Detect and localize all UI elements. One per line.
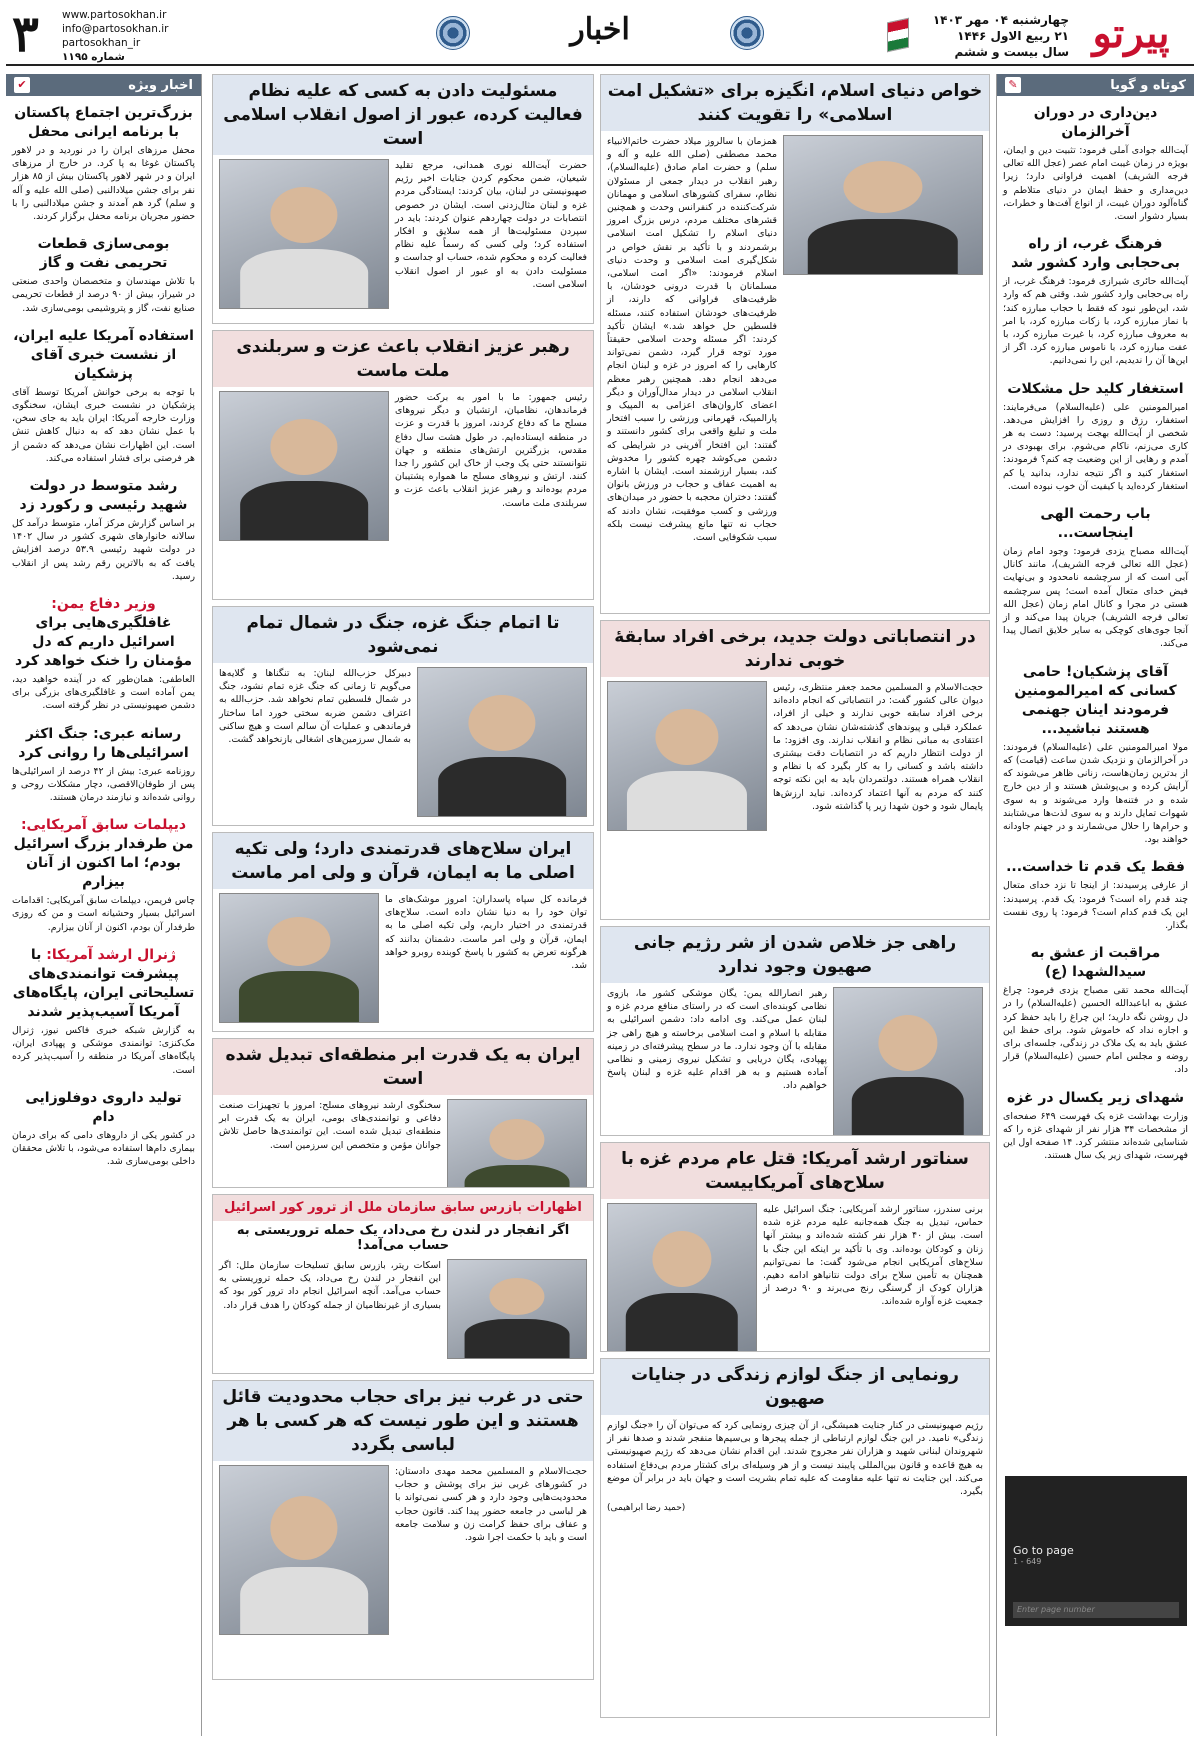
page-range: 1 - 649 bbox=[1013, 1557, 1042, 1566]
speech-icon: ✎ bbox=[1005, 77, 1021, 93]
news-item-title-text: استغفار کلید حل مشکلات bbox=[1007, 380, 1184, 397]
rosette-icon bbox=[436, 16, 470, 50]
news-item-text: آیت‌الله مصباح یزدی فرمود: وجود امام زمان (عجل الله تعالی فرجه الشریف)، مانند کانال آبی است که از سرچشمه نامحدود و بی‌نهایت فیض خدای متعال آمده است؛ پس سرچشمه هستی در مجرا و کانال امام زمان (عجل الله تعالی فرجه الشریف) جریان پیدا می‌کند و از آنجا جوی‌های کوچکی به سایر خلایق اتصال پیدا می‌کند. bbox=[1003, 546, 1188, 650]
social-handle[interactable]: partosokhan_ir bbox=[62, 37, 141, 49]
news-item bbox=[6, 1081, 201, 1173]
news-item-title bbox=[12, 946, 195, 1022]
article-text: حضرت آیت‌الله نوری همدانی، مرجع تقلید شیعیان، ضمن محکوم کردن جنایات اخیر رژیم صهیونیستی در لبنان، بیان کردند: ایستادگی مردم غزه و لبنان مثال‌زدنی است. ایشان در خصوص انتصابات در دولت چهاردهم عنوان کردند: باید در سپردن مسئولیت‌ها از همه سلایق و افکار استفاده کرد؛ ولی کسی که رسماً علیه نظام فعالیت کرده و محکوم شده، حساب او جداست و مسئولیت دادن به او عبور از اصول انقلاب اسلامی است. bbox=[395, 160, 587, 290]
news-item-text: در کشور یکی از داروهای دامی که برای درمان بیماری دام‌ها استفاده می‌شود، با تلاش محققان داخلی بومی‌سازی شد. bbox=[12, 1129, 195, 1168]
news-item-title-text: بزرگ‌ترین اجتماع پاکستان با برنامه ایرانی محفل bbox=[14, 105, 193, 140]
article-regional-power bbox=[212, 1038, 594, 1188]
page-number-input[interactable]: Enter page number bbox=[1013, 1602, 1179, 1618]
houthi-leader-photo bbox=[833, 987, 983, 1136]
news-item-title bbox=[1003, 1089, 1188, 1108]
news-item-title bbox=[12, 104, 195, 142]
news-item-title-text: بومی‌سازی قطعات تحریمی نفت و گاز bbox=[37, 236, 170, 272]
article-text: سخنگوی ارشد نیروهای مسلح: امروز با تجهیزات صنعت دفاعی و توانمندی‌های بومی، ایران به یک قدرت ابر منطقه‌ای تبدیل شده است. این توانمندی‌ها حاصل تلاش جوانان مؤمن و متخصص این سرزمین است. bbox=[219, 1100, 441, 1151]
news-item-title bbox=[1003, 380, 1188, 399]
news-item bbox=[997, 936, 1194, 1080]
news-item-title-text: فرهنگ غرب، از راه بی‌حجابی وارد کشور شد bbox=[1011, 236, 1180, 272]
article-text: برنی سندرز، سناتور ارشد آمریکایی: جنگ اسرائیل علیه حماس، تبدیل به جنگ همه‌جانبه علیه مردم غزه شده است. بیش از ۴۰ هزار نفر کشته شده‌اند و بیشتر آنها زنان و کودکان بوده‌اند. وی با تأکید بر اینکه این جنگ با سلاح‌های آمریکایی انجام می‌شود گفت: ما نمی‌توانیم همچنان به تأمین سلاح برای دولت نتانیاهو ادامه دهیم. هزاران کودک از گرسنگی رنج می‌برند و ۹۰ درصد از جمعیت غزه آواره شده‌اند. bbox=[763, 1204, 983, 1308]
judiciary-head-photo bbox=[607, 681, 767, 831]
news-item bbox=[997, 497, 1194, 655]
article-title: رهبر عزیز انقلاب باعث عزت و سربلندی ملت ماست bbox=[213, 331, 593, 387]
article-title: ایران سلاح‌های قدرتمندی دارد؛ ولی تکیه اصلی ما به ایمان، قرآن و ولی امر ماست bbox=[213, 833, 593, 889]
news-item-title bbox=[12, 595, 195, 671]
news-item-title-text: استفاده آمریکا علیه ایران، از نشست خبری آقای پزشکیان bbox=[13, 327, 194, 382]
news-item bbox=[6, 938, 201, 1081]
column-header bbox=[6, 74, 201, 96]
news-item-title-text: آقای پزشکیان! حامی کسانی که امیرالمومنین فرمودند اینان جهنمی هستند نباشید... bbox=[1014, 663, 1177, 737]
news-item-title-text: تولید داروی دوفلوزایی دام bbox=[25, 1089, 182, 1125]
news-item-title bbox=[12, 725, 195, 763]
news-item-title-text: فقط یک قدم تا خداست... bbox=[1006, 859, 1185, 876]
article-hijab bbox=[212, 1380, 594, 1680]
news-item-title-text: رشد متوسط در دولت شهید رئیسی و رکورد زد bbox=[19, 478, 188, 514]
article-text: رژیم صهیونیستی در کنار جنایت همیشگی، از آن چیزی رونمایی کرد که می‌توان آن را «جنگ لوازم زندگی» نامید. در این جنگ لوازم ارتباطی از جمله پیجرها و بی‌سیم‌ها منفجر شدند و صدها نفر از شهروندان لبنانی شهید و هزاران نفر مجروح شدند. این اقدام نشان می‌دهد که رژیم صهیونیستی به هیچ قاعده و قانون بین‌المللی پایبند نیست و از هر وسیله‌ای برای کشتار مردم بی‌دفاع استفاده می‌کند. این جنایت نه تنها علیه مقاومت که علیه تمام بشریت است و جهان باید در برابر آن موضع بگیرد. bbox=[607, 1420, 983, 1498]
news-item-text: مولا امیرالمومنین علی (علیه‌السلام) فرمودند: در آخرالزمان و نزدیک شدن ساعت (قیامت) که از بدترین زمان‌هاست، زنانی ظاهر می‌شوند که آرایش کرده و بی‌پوشش هستند و از دین خارج شده و در فتنه‌ها وارد می‌شوند و به سوی شهوات تمایل دارند و به سوی لذت‌ها می‌شتابند و حرام‌ها را حلال می‌شمارند و در جهنم جاودانه خواهند بود. bbox=[1003, 741, 1188, 846]
news-item-title-text: شهدای زیر یکسال در غزه bbox=[1006, 1089, 1185, 1106]
go-to-page-label: Go to page bbox=[1013, 1544, 1074, 1557]
article-title: حتی در غرب نیز برای حجاب محدودیت قائل هستند و این طور نیست که هر کسی با هر لباسی بگردد bbox=[213, 1381, 593, 1461]
news-item bbox=[997, 1081, 1194, 1167]
news-item-title bbox=[12, 1089, 195, 1127]
news-item-title bbox=[1003, 944, 1188, 982]
article-title: سناتور ارشد آمریکا: قتل عام مردم غزه با سلاح‌های آمریکاییست bbox=[601, 1143, 989, 1199]
news-item-title-prefix: وزیر دفاع یمن: bbox=[51, 596, 156, 613]
news-item bbox=[6, 808, 201, 938]
prosecutor-photo bbox=[219, 1465, 389, 1635]
news-item-text: چاس فریمن، دیپلمات سابق آمریکایی: اقدامات اسرائیل بسیار وحشیانه است و من که روزی طرفدار آن بودم، اکنون از آنان بیزارم. bbox=[12, 895, 195, 933]
news-item-text: از عارفی پرسیدند: از اینجا تا نزد خدای متعال چند قدم راه است؟ فرمود: یک قدم. پرسیدند: این یک قدم کدام است؟ فرمود: پا روی نفست بگذار. bbox=[1003, 880, 1188, 931]
article-text: دبیرکل حزب‌الله لبنان: به تنگناها و گلایه‌ها می‌گویم تا زمانی که جنگ غزه تمام نشود، جنگ در شمال فلسطین تمام نخواهد شد. حزب‌الله به اعتراف دشمن ضربه سختی خورد اما ساختار فرماندهی و عملیات آن سالم است و هیچ ساکنی به شمال سرزمین‌های اشغالی بازنخواهد گشت. bbox=[219, 668, 411, 746]
article-leader bbox=[600, 74, 990, 614]
article-title: اظهارات بازرس سابق سازمان ملل از ترور کور اسرائیل bbox=[213, 1195, 593, 1221]
page-header bbox=[6, 4, 1194, 66]
article-ritter bbox=[212, 1194, 594, 1374]
news-item-title-text: غافلگیری‌هایی برای اسرائیل داریم که دل مؤمنان را خنک خواهد کرد bbox=[14, 615, 193, 670]
gaza-list-widget bbox=[1005, 1476, 1187, 1626]
news-item-title-text: دین‌داری در دوران آخرالزمان bbox=[1033, 105, 1158, 140]
news-item-text: روزنامه عبری: بیش از ۴۲ درصد از اسرائیلی‌ها پس از طوفان‌الاقصی، دچار مشکلات روحی و روانی شده‌اند و نیازمند درمان هستند. bbox=[12, 765, 195, 804]
rosette-icon bbox=[730, 16, 764, 50]
article-text: حجت‌الاسلام و المسلمین محمد جعفر منتظری، رئیس دیوان عالی کشور گفت: در انتصاباتی که انجام داده‌اند برخی افراد سابقه خوبی ندارند و خیلی از افراد، عملکرد قبلی و پیوندهای گذشته‌شان نشان می‌دهد که اعتقادی به مبانی نظام و انقلاب ندارند. وی افزود: ما از دولت انتظار داریم که در انتصابات دقت بیشتری داشته باشد و کسانی را به کار بگیرد که با نظام و انقلاب همراه هستند. دولتمردان باید به این نکته توجه کنند که مردم به آنها اعتماد کرده‌اند. نباید ارزش‌ها پایمال شود و خون شهدا زیر پا گذاشته شود. bbox=[773, 682, 983, 812]
article-title: راهی جز خلاص شدن از شر رژیم جانی صهیون وجود ندارد bbox=[601, 927, 989, 983]
article-text: حجت‌الاسلام و المسلمین محمد مهدی دادستان: در کشورهای غربی نیز برای پوشش و حجاب محدودیت‌هایی وجود دارد و هر کسی نمی‌تواند با هر لباسی در جامعه حضور پیدا کند. قانون حجاب و عفاف برای حفظ کرامت زن و سلامت جامعه است و باید با حکمت اجرا شود. bbox=[395, 1466, 587, 1544]
news-item bbox=[6, 717, 201, 809]
news-item-title bbox=[12, 816, 195, 892]
news-item-text: امیرالمومنین علی (علیه‌السلام) می‌فرمایند: استغفار، رزق و روزی را افزایش می‌دهد. شخصی از آیت‌الله بهجت پرسید: دست به هر کاری می‌زنم، ناکام می‌شوم. برای بهبودی در آمدم و رهایی از این وضعیت چه کنم؟ فرمودند: استغفار کنید و اگر نتیجه ندارد، بدانید یا کم استغفار کرده‌اید یا کیفیت آن خوب نبوده است. bbox=[1003, 401, 1188, 492]
news-item bbox=[997, 227, 1194, 371]
short-news-list bbox=[997, 96, 1194, 1166]
news-item-text: به گزارش شبکه خبری فاکس نیوز، ژنرال مک‌کنزی: توانمندی موشکی و پهپادی ایران، پایگاه‌های آمریکا در منطقه را آسیب‌پذیر کرده است. bbox=[12, 1024, 195, 1076]
news-item bbox=[997, 850, 1194, 936]
email-link[interactable]: info@partosokhan.ir bbox=[62, 23, 169, 35]
news-item-title-text: با پیشرفت توانمندی‌های تسلیحاتی ایران، پایگاه‌های آمریکا آسیب‌پذیر شدند bbox=[12, 946, 195, 1020]
check-icon: ✔ bbox=[14, 77, 30, 93]
page-number: ۳ bbox=[12, 4, 39, 63]
news-item bbox=[6, 469, 201, 587]
date-solar: چهارشنبه ۰۴ مهر ۱۴۰۳ bbox=[932, 13, 1069, 27]
news-item-text: وزارت بهداشت غزه یک فهرست ۶۴۹ صفحه‌ای از مشخصات ۳۴ هزار نفر از شهدای غزه را که شناسایی شده‌اند منتشر کرد. ۱۴ صفحه اول این فهرست، شهدای زیر یک سال هستند. bbox=[1003, 1110, 1188, 1162]
news-item-title bbox=[12, 477, 195, 515]
president-photo bbox=[219, 391, 389, 541]
special-news-list bbox=[6, 96, 201, 1172]
article-appointments bbox=[600, 620, 990, 920]
main-news-column-right bbox=[600, 74, 990, 1736]
news-item bbox=[997, 655, 1194, 851]
news-item-text: آیت‌الله محمد تقی مصباح یزدی فرمود: چراغ عشق به اباعبدالله الحسین (علیه‌السلام) را در دل روشن نگه دارید؛ این چراغ را باید حفظ کرد و اجازه نداد که خاموش شود. برای حفظ این عشق باید به یک ملاک در زندگی، جلسه‌ای برای روضه و مجلس امام حسین (علیه‌السلام) قرار داد. bbox=[1003, 985, 1188, 1076]
news-item-text: العاطفی: همان‌طور که در آینده خواهید دید، یمن آماده است و غافلگیری‌های بزرگی برای دشمن صهیونیستی در نظر گرفته است. bbox=[12, 674, 195, 712]
article-text: رهبر انصارالله یمن: یگان موشکی کشور ما، بازوی نظامی کوبنده‌ای است که در راستای منافع مردم غزه و لبنان عمل می‌کند. وی ادامه داد: دشمن اسرائیلی به مقابله با اسلام و امت اسلامی برخاسته و هیچ راهی جز مقابله با آن وجود ندارد. ما در سطح پیشرفته‌ای در زمینه پهپادی، یگان دریایی و تشکیل نیروی زمینی و نظامی آماده هستیم و به هر اقدام علیه غزه و لبنان پاسخ خواهیم داد. bbox=[607, 988, 827, 1092]
article-pager-war bbox=[600, 1358, 990, 1718]
hezbollah-leader-photo bbox=[417, 667, 587, 817]
article-yemen bbox=[600, 926, 990, 1136]
news-item-title bbox=[1003, 505, 1188, 543]
special-news-column bbox=[6, 74, 202, 1736]
article-title: مسئولیت دادن به کسی که علیه نظام فعالیت کرده، عبور از اصول انقلاب اسلامی است bbox=[213, 75, 593, 155]
news-item-title bbox=[1003, 858, 1188, 877]
column-title: کوتاه و گویا bbox=[1110, 77, 1186, 93]
article-irgc bbox=[212, 832, 594, 1032]
column-title: اخبار ویژه bbox=[128, 77, 193, 93]
issue-number: شماره ۱۱۹۵ bbox=[62, 51, 125, 63]
news-item-text: بر اساس گزارش مرکز آمار، متوسط درآمد کل سالانه خانوارهای شهری کشور در سال ۱۴۰۲ در دولت شهید رئیسی ۵۳.۹ درصد افزایش یافت که به بالاترین رقم رشد پس از انقلاب رسید. bbox=[12, 518, 195, 582]
article-title: ایران به یک قدرت ابر منطقه‌ای تبدیل شده است bbox=[213, 1039, 593, 1095]
website-link[interactable]: www.partosokhan.ir bbox=[62, 9, 167, 21]
article-text: فرمانده کل سپاه پاسداران: امروز موشک‌های ما توان خود را به دنیا نشان داده است. سلاح‌های قدرتمندی در اختیار داریم، ولی تکیه اصلی ما به ایمان، قرآن و ولی امر ماست. دشمنان بدانند که هرگونه تعرض به کشور با پاسخ کوبنده روبرو خواهد شد. bbox=[385, 894, 587, 972]
column-header bbox=[997, 74, 1194, 96]
cleric-photo bbox=[219, 159, 389, 309]
news-item-title bbox=[1003, 663, 1188, 739]
news-item bbox=[997, 96, 1194, 227]
article-text: رئیس جمهور: ما با امور به برکت حضور فرماندهان، نظامیان، ارتشیان و دیگر نیروهای مسلح ما که دفاع کردند، امروز با قدرت و عزت در منطقه ایستاده‌ایم. در طول هشت سال دفاع مقدس، بزرگترین ارتش‌های منطقه و جهان نتوانستند حتی یک وجب از خاک این کشور را جدا کنند. ارتش و نیروهای مسلح ما همواره پشتیبان مردم بوده‌اند و رهبر عزیز انقلاب باعث عزت و سربلندی ملت ماست. bbox=[395, 392, 587, 509]
news-item-title-text: باب رحمت الهی اینجاست... bbox=[1040, 506, 1151, 542]
news-item-text: محفل مرزهای ایران را در نوردید و در لاهور پاکستان غوغا به پا کرد. در خارج از مرزهای ایران و در شهر لاهور پاکستان بیش از ۸۵ هزار نفر برای جشن میلادالنبی (صلی الله علیه و آله و سلم) گرد هم آمدند و جشن میلادالنبی را با حضور مجریان برنامه محفل برگزار کردند. bbox=[12, 145, 196, 223]
article-title: رونمایی از جنگ لوازم زندگی در جنایات صهیون bbox=[601, 1359, 989, 1415]
issue-date bbox=[933, 12, 1069, 60]
news-item-title bbox=[12, 235, 195, 273]
article-signature: (حمید رضا ابراهیمی) bbox=[607, 1503, 686, 1514]
article-text: همزمان با سالروز میلاد حضرت خاتم‌الانبیاء محمد مصطفی (صلی الله علیه و آله و سلم) و حضرت امام صادق (علیه‌السلام)، رهبر انقلاب در دیدار جمعی از مسئولان نظام، سفرای کشورهای اسلامی و مهمانان شرکت‌کننده در کنفرانس وحدت و همچنین قشرهای مختلف مردم، درس بزرگ امروز دنیای اسلام را تشکیل امت اسلامی برشمردند و با تأکید بر نقش خواص در شکل‌گیری امت اسلامی و وحدت دنیای اسلام فرمودند: «اگر امت اسلامی، مسلمانان با قدرت درونی خودشان، با ظرفیت‌های فراوانی که دارند، از ظرفیت‌های خودشان استفاده کنند، مسئله فلسطین حل خواهد شد.» ایشان تأکید کردند: اگر مسئله وحدت اسلامی حقیقتاً مورد توجه قرار گیرد، دشمن نمی‌تواند کارهایی را که امروز در غزه و لبنان انجام می‌دهد انجام دهد. همچنین رهبر معظم انقلاب اسلامی در دیدار مدال‌آوران و دیگر اعضای کاروان‌های اعزامی به المپیک و پارالمپیک، قهرمانی ورزشی را سبب افتخار ملت و تبلیغ واقعی برای کشور دانستند و گفتند: این افتخار آفرینی در شرایطی که دشمن می‌کوشد چهره کشور را مخدوش کند، بسیار ارزشمند است. ایشان با اشاره به اهمیت عفاف و حجاب در ورزش بانوان گفتند: دختران محجبه با حضور در میدان‌های ورزشی و کسب موفقیت، نشان دادند که حجاب نه تنها مانع پیشرفت نیست بلکه سبب شکوفایی است. bbox=[607, 136, 777, 544]
sanders-photo bbox=[607, 1203, 757, 1352]
article-title: در انتصاباتی دولت جدید، برخی افراد سابقهٔ خوبی ندارند bbox=[601, 621, 989, 677]
article-text: اسکات ریتر، بازرس سابق تسلیحات سازمان ملل: اگر این انفجار در لندن رخ می‌داد، یک حمله تروریستی به حساب می‌آمد. آنچه اسرائیل انجام داد ترور کور بود که بسیاری از غیرنظامیان از جمله کودکان را هدف قرار داد. bbox=[219, 1260, 441, 1311]
section-title: اخبار bbox=[570, 12, 630, 47]
news-item-title-text: من طرفدار بزرگ اسرائیل بودم؛ اما اکنون از آنان بیزارم bbox=[13, 836, 194, 891]
news-item bbox=[6, 587, 201, 717]
short-news-column bbox=[996, 74, 1194, 1736]
newspaper-logo: پیرتو bbox=[1092, 10, 1170, 57]
news-item bbox=[997, 372, 1194, 497]
contact-info bbox=[62, 8, 168, 64]
news-item bbox=[6, 319, 201, 469]
article-title: خواص دنیای اسلام، انگیزه برای «تشکیل امت اسلامی» را تقویت کنند bbox=[601, 75, 989, 131]
article-subtitle: اگر انفجار در لندن رخ می‌داد، یک حمله تروریستی به حساب می‌آمد! bbox=[236, 1223, 570, 1253]
ritter-photo bbox=[447, 1259, 587, 1359]
military-spokesman-photo bbox=[447, 1099, 587, 1188]
article-hezbollah bbox=[212, 606, 594, 826]
news-item-title-text: مراقبت از عشق به سیدالشهدا (ع) bbox=[1030, 945, 1161, 981]
news-item-text: با توجه به برخی خوانش آمریکا توسط آقای پزشکیان در نشست خبری ایشان، سخنگوی وزارت خارجه آمریکا: ایران باید به جای سخن، با عمل نشان دهد که به دنبال کاهش تنش است. این اظهارات نشان می‌دهد که دشمن از هر فرصتی برای فشار استفاده می‌کند. bbox=[12, 386, 195, 464]
news-item-title bbox=[1003, 104, 1188, 142]
news-item-title bbox=[1003, 235, 1188, 273]
irgc-commander-photo bbox=[219, 893, 379, 1023]
main-news-column-left bbox=[212, 74, 594, 1736]
news-item-title-prefix: ژنرال ارشد آمریکا: bbox=[46, 946, 177, 963]
news-item-title-text: رسانه عبری: جنگ اکثر اسرائیلی‌ها را روانی کرد bbox=[18, 725, 189, 761]
news-item-text: آیت‌الله حائری شیرازی فرمود: فرهنگ غرب، از راه بی‌حجابی وارد کشور شد. وقتی هم که وارد شد، این‌طور نبود که فقط با حجاب مبارزه کند؛ با نماز مبارزه کرد، با زکات مبارزه کرد، با امر به معروف مبارزه کرد، با غیرت مبارزه کرد، با عفت مبارزه کرد، با ناموس مبارزه کرد. اگر از این‌ها آن را ندیدیم، این را نمی‌دانیم. bbox=[1003, 276, 1188, 367]
article-cleric bbox=[212, 74, 594, 324]
article-president bbox=[212, 330, 594, 600]
news-item-title bbox=[12, 327, 195, 384]
news-item-title-prefix: دیپلمات سابق آمریکایی: bbox=[20, 817, 187, 834]
news-item-text: آیت‌الله جوادی آملی فرمود: تثبیت دین و ایمان، بویژه در زمان غیبت امام عصر (عجل الله تعالی فرجه الشریف) اهمیت فراوانی دارد؛ زیرا دین‌مداری و حفظ ایمان در دنیای متلاطم و گناه‌آلود دوران غیبت، از انواع آفت‌ها و خطرات، بسیار دشوار است. bbox=[1003, 145, 1188, 223]
article-sanders bbox=[600, 1142, 990, 1352]
date-lunar: ۲۱ ربیع الاول ۱۴۴۶ bbox=[957, 29, 1069, 43]
article-title: تا اتمام جنگ غزه، جنگ در شمال تمام نمی‌شود bbox=[213, 607, 593, 663]
news-item bbox=[6, 96, 201, 227]
news-item bbox=[6, 227, 201, 319]
volume-year: سال بیست و ششم bbox=[954, 45, 1069, 59]
leader-meeting-photo bbox=[783, 135, 983, 275]
news-item-text: با تلاش مهندسان و متخصصان واحدی صنعتی در شیراز، بیش از ۹۰ درصد از قطعات تحریمی صنایع نفت، گاز و پتروشیمی بومی‌سازی شد. bbox=[12, 276, 195, 314]
iran-flag-icon bbox=[887, 18, 909, 53]
